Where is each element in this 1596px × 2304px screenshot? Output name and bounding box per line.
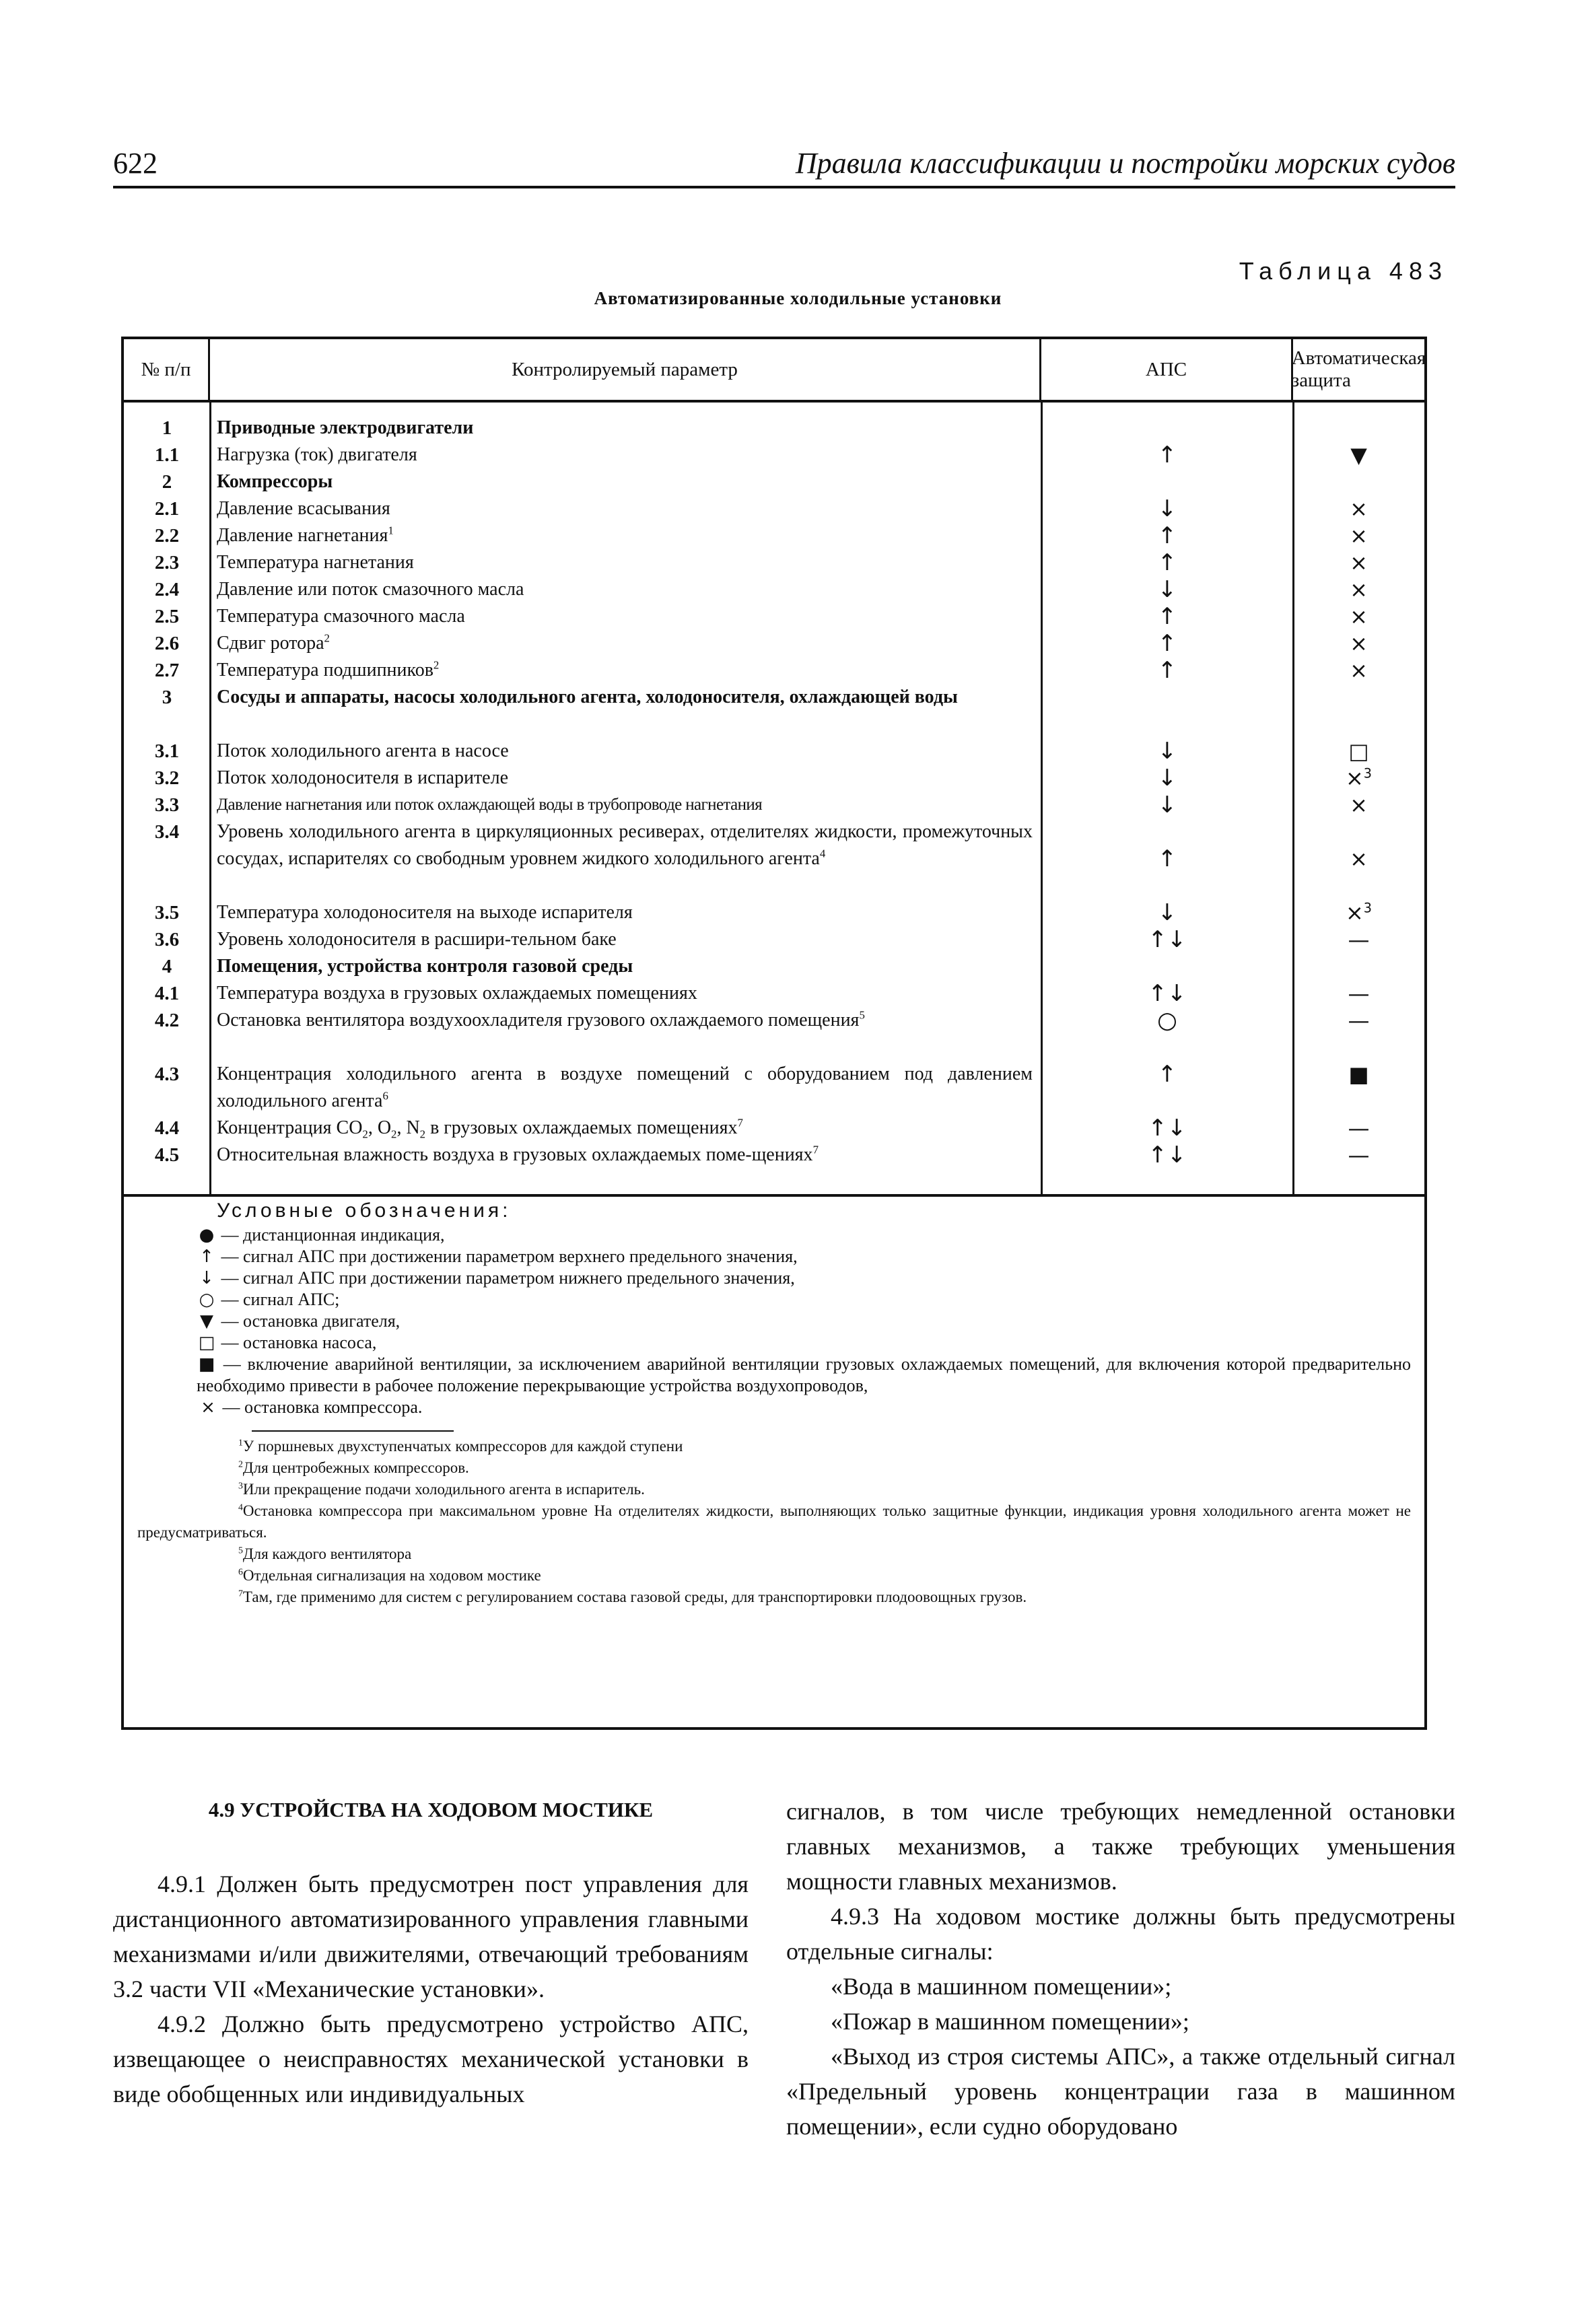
row-parameter: Нагрузка (ток) двигателя [217,444,417,465]
row-parameter: Температура смазочного масла [217,606,465,627]
table [121,337,1427,1730]
footnote: $^2$Для центробежных компрессоров. [238,1459,469,1476]
row-parameter: Сдвиг ротора$^2$ [217,631,330,654]
row-number: 4.3 [154,1063,180,1085]
footnote-separator [252,1430,454,1432]
table-row [124,899,1424,926]
row-parameter: Концентрация холодильного агента в воздухе помещений с оборудованием под давлением холодильного агента$^6$ [217,1063,1033,1111]
table-row [124,549,1424,576]
row-parameter: Поток холодоносителя в испарителе [217,767,509,788]
aps-signal-icon: ↑ [1157,603,1177,630]
aps-signal-icon: ○ [1157,1007,1177,1034]
protection-icon: × [1350,550,1368,575]
row-parameter: Компрессоры [217,471,333,492]
protection-icon: × [1350,604,1368,629]
row-number: 2 [162,471,172,493]
aps-signal-icon: ↑ [1157,522,1177,549]
protection-icon: — [1348,1115,1370,1141]
protection-icon: × [1350,846,1368,872]
table-title: Автоматизированные холодильные установки [594,288,1002,308]
protection-icon: × [1350,792,1368,818]
protection-icon: × [1350,631,1368,656]
table-row [124,657,1424,684]
row-number: 1.1 [154,444,180,466]
legend-item: ▼ — остановка двигателя, [197,1311,1411,1332]
table-row [124,415,1424,442]
protection-icon: ▼ [1350,442,1367,468]
aps-signal-icon: ↓ [1157,495,1177,522]
row-number: 2.5 [154,606,180,627]
section-heading: 4.9 УСТРОЙСТВА НА ХОДОВОМ МОСТИКЕ [208,1798,654,1821]
aps-signal-icon: ↓ [1157,899,1177,926]
row-parameter: Температура нагнетания [217,552,414,573]
table-row [124,1115,1424,1142]
cross-icon: × [201,1397,215,1418]
legend-title: Условные обозначения: [217,1199,512,1222]
legend-item: × — остановка компрессора. [198,1397,1411,1418]
table-row [124,495,1424,522]
protection-icon: — [1348,927,1370,952]
row-number: 2.1 [154,498,180,520]
row-parameter: Уровень холодоносителя в расшири-тельном баке [217,929,617,950]
table-row [124,953,1424,980]
row-parameter: Температура холодоносителя на выходе испарителя [217,902,633,923]
legend-item: ○ — сигнал АПС; [197,1289,1411,1311]
table-row [124,684,1424,738]
page-header [113,140,1455,188]
row-parameter: Сосуды и аппараты, насосы холодильного агента, холодоносителя, охлаждающей воды [217,687,958,707]
table-row [124,603,1424,630]
protection-icon: × [1350,523,1368,549]
protection-icon: — [1348,1142,1370,1168]
protection-icon: — [1348,1008,1370,1033]
row-parameter: Давление всасывания [217,498,390,519]
running-title: Правила классификации и постройки морских судов [795,147,1455,180]
protection-icon: ■ [1348,1061,1369,1087]
table-row [124,980,1424,1007]
table-row [124,522,1424,549]
row-number: 3.6 [154,929,180,950]
table-row [124,818,1424,899]
aps-signal-icon: ↑ [1157,1061,1177,1088]
aps-signal-icon: ↑ [1157,549,1177,576]
aps-signal-icon: ↑ [1157,630,1177,657]
row-number: 3 [162,687,172,708]
footnote: $^6$Отдельная сигнализация на ходовом мостике [238,1566,541,1584]
table-row [124,1061,1424,1115]
triangle-down-icon: ▼ [200,1311,213,1331]
row-number: 4.5 [154,1144,180,1166]
aps-signal-icon: ↑↓ [1148,980,1187,1007]
row-number: 3.1 [154,740,180,762]
row-parameter: Остановка вентилятора воздухоохладителя грузового охлаждаемого помещения$^5$ [217,1008,865,1031]
row-number: 2.6 [154,633,180,654]
hollow-circle-icon: ○ [199,1290,215,1310]
legend-item: ↑ — сигнал АПС при достижении параметром верхнего предельного значения, [197,1246,1411,1267]
protection-icon: × [1350,496,1368,522]
protection-icon: — [1348,981,1370,1006]
arrow-up-icon: ↑ [199,1247,214,1267]
row-number: 3.5 [154,902,180,923]
legend [124,1197,1424,1608]
section-text [113,1794,1455,2198]
aps-signal-icon: ↑ [1157,442,1177,468]
row-parameter: Температура воздуха в грузовых охлаждаемых помещениях [217,983,697,1004]
table-body [124,400,1424,1197]
protection-icon: □ [1348,738,1369,764]
row-parameter: Помещения, устройства контроля газовой среды [217,956,633,977]
aps-signal-icon: ↓ [1157,792,1177,818]
column-header-protection: Автоматическая защита [1291,347,1426,391]
legend-item: □ — остановка насоса, [197,1332,1411,1354]
column-header-parameter: Контролируемый параметр [210,339,1041,400]
row-number: 4.4 [154,1117,180,1139]
table-row [124,792,1424,818]
row-parameter: Давление нагнетания$^1$ [217,524,394,546]
filled-square-icon: ■ [198,1354,215,1374]
row-number: 4.2 [154,1010,180,1031]
table-row [124,1142,1424,1195]
row-number: 1 [162,417,172,439]
table-rows [124,415,1424,1195]
aps-signal-icon: ↑↓ [1148,1142,1187,1168]
table-row [124,630,1424,657]
table-label: Таблица 483 [1239,257,1448,285]
legend-item: ■ — включение аварийной вентиляции, за исключением аварийной вентиляции грузовых охлаждаемых помещений, для включения которой предварительно необходимо привести в рабочее положение перекрывающие устройства воздухопроводов, [197,1354,1411,1395]
table-row [124,926,1424,953]
aps-signal-icon: ↓ [1157,765,1177,792]
row-parameter: Поток холодильного агента в насосе [217,740,509,761]
row-parameter: Относительная влажность воздуха в грузовых охлаждаемых поме-щениях$^7$ [217,1143,819,1165]
row-number: 3.2 [154,767,180,789]
arrow-down-icon: ↓ [199,1268,214,1288]
legend-item: ● — дистанционная индикация, [197,1224,1411,1246]
filled-circle-icon: ● [199,1225,215,1245]
row-parameter: Концентрация $CO_2$, $O_2$, $N_2$ в грузовых охлаждаемых помещениях$^7$ [217,1116,743,1141]
row-parameter: Давление нагнетания или поток охлаждающей воды в трубопроводе нагнетания [217,796,763,814]
protection-icon: ×$^3$ [1345,900,1373,926]
row-number: 4.1 [154,983,180,1004]
footnote: $^5$Для каждого вентилятора [238,1545,412,1562]
signal-item: «Выход из строя системы АПС», а также отдельный сигнал «Предельный уровень концентрации газа в машинном помещении», если судно оборудовано [786,2043,1455,2140]
text-column-left [113,1794,749,2111]
table-row [124,468,1424,495]
row-parameter: Уровень холодильного агента в циркуляционных ресиверах, отделителях жидкости, промежуточных сосудах, испарителях со свободным уровнем жидкого холодильного агента$^4$ [217,821,1033,869]
row-number: 2.2 [154,525,180,547]
legend-item: ↓ — сигнал АПС при достижении параметром нижнего предельного значения, [197,1267,1411,1289]
text-column-right [786,1794,1455,2144]
protection-icon: × [1350,577,1368,602]
table-row [124,765,1424,792]
row-number: 3.4 [154,821,180,843]
table-row [124,738,1424,765]
aps-signal-icon: ↓ [1157,738,1177,765]
protection-icon: × [1350,658,1368,683]
aps-signal-icon: ↑ [1157,657,1177,684]
row-number: 2.7 [154,660,180,681]
paragraph-4-9-1: 4.9.1 Должен быть предусмотрен пост управления для дистанционного автоматизированного управления главными механизмами и/или движителями, отвечающий требованиям 3.2 части VII «Механические установки». [113,1871,749,2002]
footnote: $^1$У поршневых двухступенчатых компрессоров для каждой ступени [238,1437,683,1455]
footnote: $^3$Или прекращение подачи холодильного агента в испаритель. [238,1480,645,1498]
footnote: $^7$Там, где применимо для систем с регулированием состава газовой среды, для транспортировки плодоовощных грузов. [238,1588,1027,1605]
row-number: 2.4 [154,579,180,600]
aps-signal-icon: ↑ [1157,845,1177,872]
row-parameter: Температура подшипников$^2$ [217,658,440,680]
aps-signal-icon: ↓ [1157,576,1177,603]
table-row [124,1007,1424,1061]
column-header-number: № п/п [124,339,210,400]
aps-signal-icon: ↑↓ [1148,1115,1187,1142]
row-parameter: Давление или поток смазочного масла [217,579,524,600]
table-header-row [124,339,1424,403]
paragraph-4-9-2: 4.9.2 Должно быть предусмотрено устройство АПС, извещающее о неисправностях механической установки в виде обобщенных или индивидуальных [113,2011,749,2107]
paragraph-4-9-3: 4.9.3 На ходовом мостике должны быть предусмотрены отдельные сигналы: [786,1903,1455,1965]
row-number: 3.3 [154,794,180,816]
signal-item: «Вода в машинном помещении»; [831,1973,1172,2000]
table-row [124,576,1424,603]
aps-signal-icon: ↑↓ [1148,926,1187,953]
row-parameter: Приводные электродвигатели [217,417,474,438]
row-number: 4 [162,956,172,977]
signal-item: «Пожар в машинном помещении»; [831,2008,1189,2035]
page-number: 622 [113,147,158,180]
protection-icon: ×$^3$ [1345,765,1373,791]
hollow-square-icon: □ [198,1333,215,1353]
table-row [124,442,1424,468]
row-number: 2.3 [154,552,180,573]
column-header-aps: АПС [1041,339,1293,400]
footnote: $^4$Остановка компрессора при максимальном уровне На отделителях жидкости, выполняющих только защитные функции, индикация уровня холодильного агента может не предусматриваться. [137,1502,1411,1541]
paragraph-4-9-2-continued: сигналов, в том числе требующих немедленной остановки главных механизмов, а также требующих уменьшения мощности главных механизмов. [786,1798,1455,1895]
